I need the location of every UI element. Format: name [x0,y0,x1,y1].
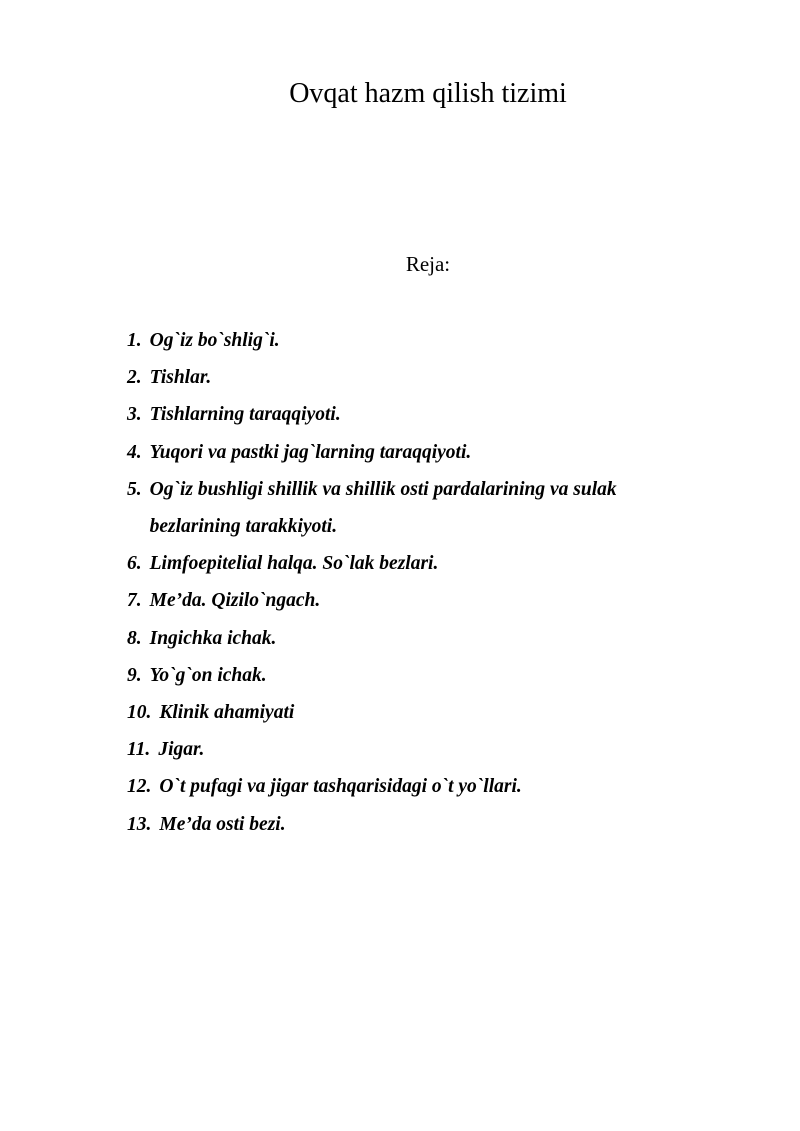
plan-item [127,657,687,694]
plan-item-text: Og`iz bushligi shillik va shillik osti pardalarining va sulak bezlarining tarakkiyoti. [149,478,617,538]
plan-item [127,731,687,768]
plan-item-number: 6. [127,553,142,575]
plan-item-text: Klinik ahamiyati [159,702,295,724]
plan-item [127,434,687,471]
plan-list [127,322,687,843]
plan-item-text: Og`iz bo`shlig`i. [149,330,280,351]
plan-item [127,322,687,359]
plan-item-text: Yuqori va pastki jag`larning taraqqiyoti. [149,441,472,463]
plan-item [127,396,687,433]
plan-item-number: 8. [127,627,142,649]
plan-item-text: Jigar. [158,739,205,761]
plan-item [127,545,687,582]
plan-item [127,806,687,843]
plan-item-number: 3. [127,404,142,426]
plan-item-text: Me’da. Qizilo`ngach. [149,590,321,612]
plan-item-number: 7. [127,590,142,612]
plan-heading: Reja: [405,252,451,276]
plan-item-text: Limfoepitelial halqa. So`lak bezlari. [149,553,439,575]
plan-item-number: 10. [127,702,152,724]
plan-item [127,359,687,396]
plan-item [127,471,687,545]
plan-item-text: Tishlarning taraqqiyoti. [149,404,341,426]
plan-item-number: 13. [127,813,152,835]
plan-item-number: 5. [127,478,142,500]
plan-item-number: 12. [127,776,152,798]
plan-item-number: 1. [127,330,142,351]
plan-item-text: Tishlar. [149,367,212,389]
plan-item-text: Ingichka ichak. [149,627,277,649]
plan-item [127,620,687,657]
plan-item-text: Me’da osti bezi. [159,813,286,835]
plan-item-text: O`t pufagi va jigar tashqarisidagi o`t yo`llari. [159,776,522,798]
plan-item-text: Yo`g`on ichak. [149,664,267,686]
plan-item-number: 11. [127,739,151,761]
plan-item [127,582,687,619]
plan-item-number: 9. [127,664,142,686]
plan-item-number: 4. [127,441,142,463]
plan-item [127,768,687,805]
plan-item [127,694,687,731]
plan-item-number: 2. [127,367,142,389]
document-title: Ovqat hazm qilish tizimi [289,78,567,109]
